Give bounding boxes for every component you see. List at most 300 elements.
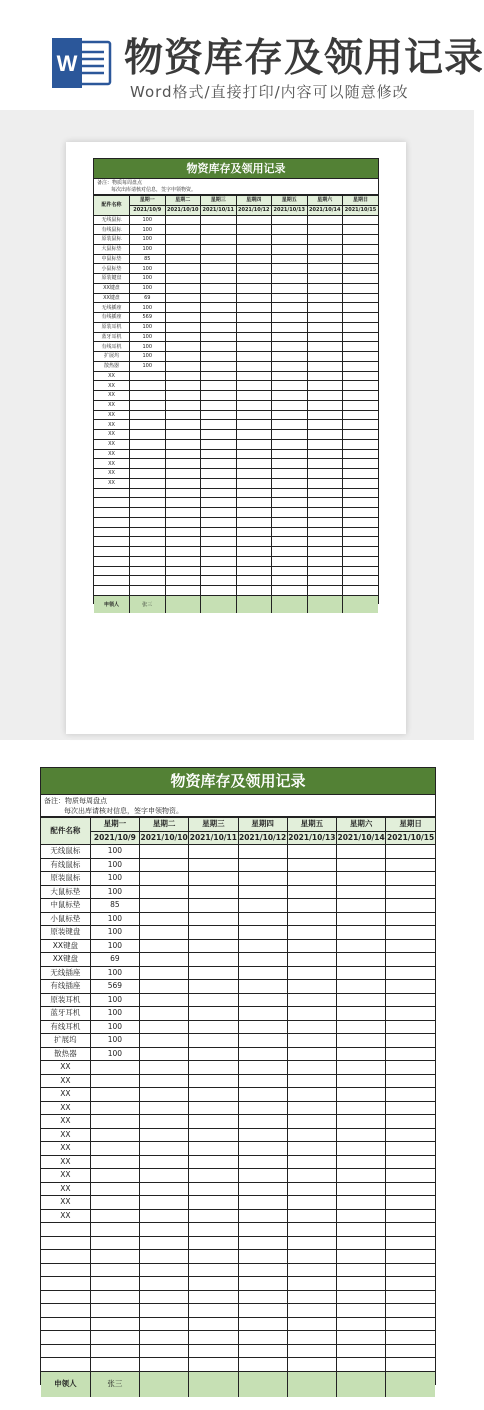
- empty-cell[interactable]: [238, 1074, 287, 1088]
- item-name-cell[interactable]: 中鼠标垫: [94, 254, 130, 264]
- empty-cell[interactable]: [165, 303, 201, 313]
- empty-cell[interactable]: [272, 410, 308, 420]
- qty-cell[interactable]: [130, 488, 166, 498]
- empty-cell[interactable]: [236, 469, 272, 479]
- empty-cell[interactable]: [201, 576, 237, 586]
- item-name-cell[interactable]: [94, 586, 130, 596]
- empty-cell[interactable]: [140, 858, 189, 872]
- qty-cell[interactable]: [90, 1331, 139, 1345]
- qty-cell[interactable]: 100: [130, 264, 166, 274]
- empty-cell[interactable]: [307, 322, 343, 332]
- empty-cell[interactable]: [189, 1263, 238, 1277]
- empty-cell[interactable]: [386, 1209, 435, 1223]
- empty-cell[interactable]: [386, 1047, 435, 1061]
- empty-cell[interactable]: [272, 381, 308, 391]
- empty-cell[interactable]: [337, 1074, 386, 1088]
- empty-cell[interactable]: [189, 993, 238, 1007]
- empty-cell[interactable]: [307, 342, 343, 352]
- empty-cell[interactable]: [343, 566, 379, 576]
- empty-cell[interactable]: [287, 1209, 336, 1223]
- empty-cell[interactable]: [386, 1304, 435, 1318]
- item-name-cell[interactable]: 中鼠标垫: [41, 899, 90, 913]
- empty-cell[interactable]: [140, 1101, 189, 1115]
- qty-cell[interactable]: [130, 478, 166, 488]
- item-name-cell[interactable]: 有线鼠标: [94, 225, 130, 235]
- empty-cell[interactable]: [189, 1236, 238, 1250]
- item-name-cell[interactable]: 小鼠标垫: [41, 912, 90, 926]
- empty-cell[interactable]: [238, 1088, 287, 1102]
- empty-cell[interactable]: [165, 527, 201, 537]
- empty-cell[interactable]: [238, 1034, 287, 1048]
- empty-cell[interactable]: [337, 1155, 386, 1169]
- qty-cell[interactable]: [90, 1344, 139, 1358]
- empty-cell[interactable]: [307, 400, 343, 410]
- empty-cell[interactable]: [140, 872, 189, 886]
- empty-cell[interactable]: [287, 885, 336, 899]
- qty-cell[interactable]: [90, 1101, 139, 1115]
- empty-cell[interactable]: [236, 235, 272, 245]
- empty-cell[interactable]: [343, 439, 379, 449]
- empty-cell[interactable]: [272, 498, 308, 508]
- empty-cell[interactable]: [189, 939, 238, 953]
- empty-cell[interactable]: [343, 332, 379, 342]
- empty-cell[interactable]: [140, 1128, 189, 1142]
- empty-cell[interactable]: [287, 1263, 336, 1277]
- item-name-cell[interactable]: 有线插座: [94, 313, 130, 323]
- empty-cell[interactable]: [189, 1317, 238, 1331]
- empty-cell[interactable]: [236, 586, 272, 596]
- empty-cell[interactable]: [307, 566, 343, 576]
- qty-cell[interactable]: [130, 586, 166, 596]
- empty-cell[interactable]: [236, 430, 272, 440]
- empty-cell[interactable]: [337, 1020, 386, 1034]
- empty-cell[interactable]: [272, 478, 308, 488]
- empty-cell[interactable]: [201, 459, 237, 469]
- empty-cell[interactable]: [307, 361, 343, 371]
- empty-cell[interactable]: [386, 966, 435, 980]
- qty-cell[interactable]: 100: [90, 1034, 139, 1048]
- empty-cell[interactable]: [337, 1331, 386, 1345]
- empty-cell[interactable]: [189, 1182, 238, 1196]
- empty-cell[interactable]: [238, 1290, 287, 1304]
- empty-cell[interactable]: [287, 1088, 336, 1102]
- empty-cell[interactable]: [165, 586, 201, 596]
- empty-cell[interactable]: [201, 332, 237, 342]
- empty-cell[interactable]: [343, 361, 379, 371]
- empty-cell[interactable]: [165, 371, 201, 381]
- empty-cell[interactable]: [337, 1290, 386, 1304]
- empty-cell[interactable]: [307, 469, 343, 479]
- empty-cell[interactable]: [337, 899, 386, 913]
- empty-cell[interactable]: [386, 845, 435, 859]
- empty-cell[interactable]: [201, 244, 237, 254]
- empty-cell[interactable]: [189, 980, 238, 994]
- empty-cell[interactable]: [337, 1263, 386, 1277]
- empty-cell[interactable]: [343, 313, 379, 323]
- qty-cell[interactable]: 100: [130, 244, 166, 254]
- empty-cell[interactable]: [201, 586, 237, 596]
- empty-cell[interactable]: [337, 993, 386, 1007]
- qty-cell[interactable]: 100: [130, 352, 166, 362]
- empty-cell[interactable]: [165, 430, 201, 440]
- empty-cell[interactable]: [189, 1088, 238, 1102]
- empty-cell[interactable]: [307, 488, 343, 498]
- empty-cell[interactable]: [287, 1317, 336, 1331]
- empty-cell[interactable]: [189, 1155, 238, 1169]
- empty-cell[interactable]: [272, 400, 308, 410]
- empty-cell[interactable]: [307, 293, 343, 303]
- empty-cell[interactable]: [236, 449, 272, 459]
- empty-cell[interactable]: [165, 352, 201, 362]
- empty-cell[interactable]: [337, 953, 386, 967]
- qty-cell[interactable]: 100: [130, 322, 166, 332]
- empty-cell[interactable]: [307, 371, 343, 381]
- empty-cell[interactable]: [337, 858, 386, 872]
- item-name-cell[interactable]: [94, 556, 130, 566]
- empty-cell[interactable]: [238, 966, 287, 980]
- item-name-cell[interactable]: XX: [41, 1182, 90, 1196]
- empty-cell[interactable]: [140, 1196, 189, 1210]
- empty-cell[interactable]: [343, 527, 379, 537]
- item-name-cell[interactable]: [94, 537, 130, 547]
- empty-cell[interactable]: [189, 1196, 238, 1210]
- item-name-cell[interactable]: [94, 508, 130, 518]
- item-name-cell[interactable]: XX: [94, 371, 130, 381]
- empty-cell[interactable]: [343, 225, 379, 235]
- empty-cell[interactable]: [165, 478, 201, 488]
- empty-cell[interactable]: [386, 1088, 435, 1102]
- qty-cell[interactable]: [90, 1115, 139, 1129]
- empty-cell[interactable]: [307, 264, 343, 274]
- empty-cell[interactable]: [236, 478, 272, 488]
- qty-cell[interactable]: 85: [90, 899, 139, 913]
- empty-cell[interactable]: [287, 1182, 336, 1196]
- item-name-cell[interactable]: XX键盘: [94, 283, 130, 293]
- item-name-cell[interactable]: [94, 498, 130, 508]
- qty-cell[interactable]: 100: [90, 1007, 139, 1021]
- empty-cell[interactable]: [272, 254, 308, 264]
- empty-cell[interactable]: [238, 885, 287, 899]
- empty-cell[interactable]: [165, 439, 201, 449]
- empty-cell[interactable]: [236, 371, 272, 381]
- qty-cell[interactable]: [130, 576, 166, 586]
- empty-cell[interactable]: [165, 293, 201, 303]
- empty-cell[interactable]: [272, 313, 308, 323]
- empty-cell[interactable]: [201, 547, 237, 557]
- item-name-cell[interactable]: 扩展坞: [94, 352, 130, 362]
- empty-cell[interactable]: [307, 439, 343, 449]
- empty-cell[interactable]: [140, 1182, 189, 1196]
- empty-cell[interactable]: [343, 235, 379, 245]
- empty-cell[interactable]: [140, 1290, 189, 1304]
- empty-cell[interactable]: [386, 912, 435, 926]
- empty-cell[interactable]: [287, 1020, 336, 1034]
- empty-cell[interactable]: [189, 1223, 238, 1237]
- empty-cell[interactable]: [238, 1142, 287, 1156]
- empty-cell[interactable]: [236, 556, 272, 566]
- empty-cell[interactable]: [343, 449, 379, 459]
- item-name-cell[interactable]: 无线鼠标: [41, 845, 90, 859]
- item-name-cell[interactable]: 有线耳机: [41, 1020, 90, 1034]
- empty-cell[interactable]: [386, 1142, 435, 1156]
- empty-cell[interactable]: [238, 1331, 287, 1345]
- empty-cell[interactable]: [386, 1344, 435, 1358]
- empty-cell[interactable]: [287, 1250, 336, 1264]
- item-name-cell[interactable]: XX: [94, 391, 130, 401]
- empty-cell[interactable]: [386, 1128, 435, 1142]
- qty-cell[interactable]: [90, 1142, 139, 1156]
- item-name-cell[interactable]: [94, 488, 130, 498]
- empty-cell[interactable]: [343, 400, 379, 410]
- empty-cell[interactable]: [165, 313, 201, 323]
- empty-cell[interactable]: [272, 361, 308, 371]
- item-name-cell[interactable]: [41, 1331, 90, 1345]
- item-name-cell[interactable]: 原装鼠标: [41, 872, 90, 886]
- qty-cell[interactable]: 100: [90, 912, 139, 926]
- item-name-cell[interactable]: 无线插座: [41, 966, 90, 980]
- qty-cell[interactable]: [130, 449, 166, 459]
- empty-cell[interactable]: [337, 1196, 386, 1210]
- item-name-cell[interactable]: XX: [94, 449, 130, 459]
- empty-cell[interactable]: [307, 274, 343, 284]
- empty-cell[interactable]: [236, 400, 272, 410]
- empty-cell[interactable]: [307, 517, 343, 527]
- empty-cell[interactable]: [272, 488, 308, 498]
- qty-cell[interactable]: [90, 1263, 139, 1277]
- qty-cell[interactable]: 100: [130, 215, 166, 225]
- empty-cell[interactable]: [343, 264, 379, 274]
- empty-cell[interactable]: [287, 1358, 336, 1372]
- qty-cell[interactable]: 100: [130, 303, 166, 313]
- empty-cell[interactable]: [236, 508, 272, 518]
- empty-cell[interactable]: [201, 313, 237, 323]
- item-name-cell[interactable]: 有线耳机: [94, 342, 130, 352]
- empty-cell[interactable]: [140, 953, 189, 967]
- empty-cell[interactable]: [386, 1007, 435, 1021]
- applicant-signature-cell[interactable]: [140, 1371, 189, 1397]
- empty-cell[interactable]: [140, 912, 189, 926]
- empty-cell[interactable]: [165, 342, 201, 352]
- empty-cell[interactable]: [236, 215, 272, 225]
- empty-cell[interactable]: [201, 391, 237, 401]
- empty-cell[interactable]: [307, 527, 343, 537]
- empty-cell[interactable]: [337, 885, 386, 899]
- empty-cell[interactable]: [307, 352, 343, 362]
- empty-cell[interactable]: [165, 547, 201, 557]
- empty-cell[interactable]: [343, 517, 379, 527]
- qty-cell[interactable]: [90, 1223, 139, 1237]
- empty-cell[interactable]: [386, 858, 435, 872]
- empty-cell[interactable]: [287, 966, 336, 980]
- empty-cell[interactable]: [337, 1142, 386, 1156]
- empty-cell[interactable]: [343, 371, 379, 381]
- empty-cell[interactable]: [238, 1277, 287, 1291]
- empty-cell[interactable]: [386, 1263, 435, 1277]
- empty-cell[interactable]: [307, 449, 343, 459]
- qty-cell[interactable]: [130, 371, 166, 381]
- empty-cell[interactable]: [307, 459, 343, 469]
- empty-cell[interactable]: [386, 953, 435, 967]
- empty-cell[interactable]: [189, 845, 238, 859]
- empty-cell[interactable]: [189, 1061, 238, 1075]
- empty-cell[interactable]: [386, 1331, 435, 1345]
- empty-cell[interactable]: [236, 342, 272, 352]
- applicant-value[interactable]: 张三: [90, 1371, 139, 1397]
- qty-cell[interactable]: [130, 498, 166, 508]
- empty-cell[interactable]: [189, 1358, 238, 1372]
- empty-cell[interactable]: [165, 400, 201, 410]
- empty-cell[interactable]: [386, 885, 435, 899]
- qty-cell[interactable]: [90, 1317, 139, 1331]
- item-name-cell[interactable]: XX: [94, 381, 130, 391]
- empty-cell[interactable]: [287, 1344, 336, 1358]
- empty-cell[interactable]: [343, 283, 379, 293]
- empty-cell[interactable]: [201, 420, 237, 430]
- empty-cell[interactable]: [238, 1358, 287, 1372]
- empty-cell[interactable]: [201, 283, 237, 293]
- qty-cell[interactable]: 100: [90, 1047, 139, 1061]
- empty-cell[interactable]: [272, 215, 308, 225]
- empty-cell[interactable]: [287, 912, 336, 926]
- empty-cell[interactable]: [386, 1196, 435, 1210]
- qty-cell[interactable]: 100: [90, 939, 139, 953]
- item-name-cell[interactable]: [94, 576, 130, 586]
- empty-cell[interactable]: [238, 1304, 287, 1318]
- empty-cell[interactable]: [272, 576, 308, 586]
- empty-cell[interactable]: [272, 469, 308, 479]
- empty-cell[interactable]: [307, 215, 343, 225]
- empty-cell[interactable]: [238, 993, 287, 1007]
- empty-cell[interactable]: [236, 439, 272, 449]
- empty-cell[interactable]: [337, 1034, 386, 1048]
- empty-cell[interactable]: [201, 439, 237, 449]
- empty-cell[interactable]: [337, 1061, 386, 1075]
- qty-cell[interactable]: 100: [90, 858, 139, 872]
- qty-cell[interactable]: 100: [130, 225, 166, 235]
- empty-cell[interactable]: [165, 576, 201, 586]
- empty-cell[interactable]: [337, 1128, 386, 1142]
- qty-cell[interactable]: [90, 1290, 139, 1304]
- empty-cell[interactable]: [201, 371, 237, 381]
- empty-cell[interactable]: [386, 1250, 435, 1264]
- qty-cell[interactable]: [90, 1155, 139, 1169]
- applicant-signature-cell[interactable]: [189, 1371, 238, 1397]
- empty-cell[interactable]: [189, 1128, 238, 1142]
- empty-cell[interactable]: [238, 1128, 287, 1142]
- item-name-cell[interactable]: [41, 1304, 90, 1318]
- empty-cell[interactable]: [386, 993, 435, 1007]
- empty-cell[interactable]: [165, 283, 201, 293]
- qty-cell[interactable]: [90, 1182, 139, 1196]
- empty-cell[interactable]: [272, 303, 308, 313]
- item-name-cell[interactable]: [41, 1236, 90, 1250]
- empty-cell[interactable]: [140, 966, 189, 980]
- empty-cell[interactable]: [236, 244, 272, 254]
- item-name-cell[interactable]: XX: [94, 478, 130, 488]
- empty-cell[interactable]: [236, 352, 272, 362]
- empty-cell[interactable]: [337, 1209, 386, 1223]
- qty-cell[interactable]: [90, 1169, 139, 1183]
- empty-cell[interactable]: [238, 899, 287, 913]
- empty-cell[interactable]: [343, 274, 379, 284]
- qty-cell[interactable]: 100: [90, 993, 139, 1007]
- qty-cell[interactable]: 100: [130, 235, 166, 245]
- empty-cell[interactable]: [189, 1209, 238, 1223]
- qty-cell[interactable]: 100: [130, 332, 166, 342]
- empty-cell[interactable]: [307, 547, 343, 557]
- empty-cell[interactable]: [165, 264, 201, 274]
- empty-cell[interactable]: [238, 1250, 287, 1264]
- item-name-cell[interactable]: XX: [94, 469, 130, 479]
- empty-cell[interactable]: [189, 912, 238, 926]
- empty-cell[interactable]: [189, 966, 238, 980]
- empty-cell[interactable]: [287, 939, 336, 953]
- empty-cell[interactable]: [189, 872, 238, 886]
- empty-cell[interactable]: [201, 235, 237, 245]
- empty-cell[interactable]: [337, 1236, 386, 1250]
- empty-cell[interactable]: [189, 1277, 238, 1291]
- empty-cell[interactable]: [201, 274, 237, 284]
- item-name-cell[interactable]: 大鼠标垫: [94, 244, 130, 254]
- empty-cell[interactable]: [236, 576, 272, 586]
- applicant-signature-cell[interactable]: [386, 1371, 435, 1397]
- empty-cell[interactable]: [140, 1304, 189, 1318]
- item-name-cell[interactable]: XX键盘: [41, 939, 90, 953]
- empty-cell[interactable]: [386, 899, 435, 913]
- empty-cell[interactable]: [189, 1074, 238, 1088]
- empty-cell[interactable]: [201, 264, 237, 274]
- empty-cell[interactable]: [272, 566, 308, 576]
- empty-cell[interactable]: [386, 1155, 435, 1169]
- empty-cell[interactable]: [140, 1020, 189, 1034]
- empty-cell[interactable]: [386, 1358, 435, 1372]
- empty-cell[interactable]: [189, 899, 238, 913]
- empty-cell[interactable]: [165, 517, 201, 527]
- empty-cell[interactable]: [165, 449, 201, 459]
- empty-cell[interactable]: [272, 244, 308, 254]
- empty-cell[interactable]: [165, 235, 201, 245]
- empty-cell[interactable]: [287, 1236, 336, 1250]
- applicant-signature-cell[interactable]: [337, 1371, 386, 1397]
- empty-cell[interactable]: [307, 391, 343, 401]
- qty-cell[interactable]: [90, 1250, 139, 1264]
- empty-cell[interactable]: [337, 912, 386, 926]
- item-name-cell[interactable]: 散热器: [41, 1047, 90, 1061]
- empty-cell[interactable]: [165, 391, 201, 401]
- empty-cell[interactable]: [287, 926, 336, 940]
- empty-cell[interactable]: [236, 225, 272, 235]
- empty-cell[interactable]: [386, 1169, 435, 1183]
- empty-cell[interactable]: [189, 1142, 238, 1156]
- empty-cell[interactable]: [287, 1101, 336, 1115]
- empty-cell[interactable]: [201, 225, 237, 235]
- item-name-cell[interactable]: 无线插座: [94, 303, 130, 313]
- empty-cell[interactable]: [189, 1047, 238, 1061]
- empty-cell[interactable]: [140, 1142, 189, 1156]
- empty-cell[interactable]: [140, 1155, 189, 1169]
- empty-cell[interactable]: [272, 430, 308, 440]
- empty-cell[interactable]: [238, 1007, 287, 1021]
- empty-cell[interactable]: [287, 1061, 336, 1075]
- empty-cell[interactable]: [236, 332, 272, 342]
- empty-cell[interactable]: [307, 235, 343, 245]
- empty-cell[interactable]: [201, 430, 237, 440]
- empty-cell[interactable]: [343, 508, 379, 518]
- empty-cell[interactable]: [140, 993, 189, 1007]
- empty-cell[interactable]: [238, 1344, 287, 1358]
- empty-cell[interactable]: [307, 244, 343, 254]
- empty-cell[interactable]: [287, 1034, 336, 1048]
